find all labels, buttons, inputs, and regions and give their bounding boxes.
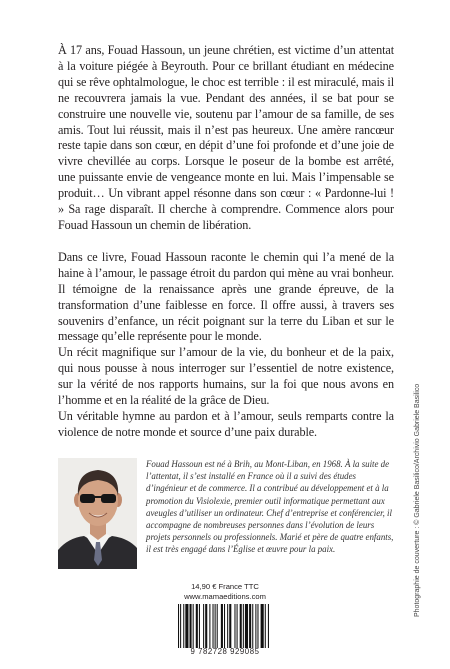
barcode-bar (224, 604, 225, 648)
publisher-website: www.mamaeditions.com (184, 592, 266, 601)
barcode-bar (203, 604, 204, 648)
barcode-bar (243, 604, 244, 648)
author-portrait-image (58, 458, 137, 569)
isbn-number: 9 782728 929085 (190, 647, 260, 656)
author-photo (58, 458, 137, 569)
barcode-bar (180, 604, 181, 648)
barcode-bar (178, 604, 179, 648)
barcode-bar (190, 604, 192, 648)
barcode-bar (183, 604, 184, 648)
barcode-bar (205, 604, 207, 648)
photo-credit: Photographie de couverture : © Gabriele Basilico/Archivio Gabriele Basilico (414, 383, 421, 617)
barcode-bar (229, 604, 231, 648)
barcode-bar (249, 604, 251, 648)
barcode-bar (245, 604, 248, 648)
synopsis-paragraph-2: Dans ce livre, Fouad Hassoun raconte le chemin qui l’a mené de la haine à l’amour, le passage étroit du pardon qui mène au vrai bonheur. Il témoigne de la renaissance après une grande épreuve, de la transformation d’une faiblesse en force. Il offre aussi, à travers ses souvenirs d’enfance, un récit poignant sur la terre du Liban et sur le message qu’elle représente pour le monde. (58, 249, 394, 344)
barcode-bar (255, 604, 256, 648)
barcode-bar (196, 604, 198, 648)
barcode-bar (257, 604, 258, 648)
barcode-bar (209, 604, 210, 648)
synopsis-paragraph-4: Un véritable hymne au pardon et à l’amour, seuls remparts contre la violence de notre monde et source d’une paix durable. (58, 408, 394, 439)
barcode-bar (240, 604, 242, 648)
barcode-bar (237, 604, 238, 648)
price-block (0, 582, 450, 602)
synopsis-paragraph-1: À 17 ans, Fouad Hassoun, un jeune chrétien, est victime d’un attentat à la voiture piégée à Beyrouth. Pour ce brillant étudiant en médecine qui se rêve ophtalmologue, le choc est terrible : il est miraculé, mais il ne recouvrera jamais la vue. Pendant des années, il se bat pour se construire une nouvelle vie, soutenu par l’amour de sa famille, de ses amis. Tout lui réussit, mais il n’est pas heureux. Une amère rancœur reste tapie dans son cœur, en dépit d’une foi profonde et d’une joie de vivre chevillée au corps. Lorsque le poseur de la bombe est arrêté, une puissante envie de vengeance monte en lui. Mais l’impensable se produit… Un vibrant appel résonne dans son cœur : « Pardonne-lui ! » Sa rage disparaît. Il cherche à comprendre. Commence alors pour Fouad Hassoun un chemin de libération. (58, 43, 394, 232)
barcode-bar (265, 604, 266, 648)
barcode-bar (268, 604, 269, 648)
author-biography: Fouad Hassoun est né à Brih, au Mont-Liban, en 1968. À la suite de l’attentat, il s’est installé en France où il a suivi des études d’ingénieur et de commerce. Il a contribué au développement et à la promotion du Visiolexie, premier outil informatique permettant aux aveugles d’utiliser un ordinateur. Chef d’entreprise et conférencier, il accompagne de nombreuses personnes dans l’évolution de leurs projets personnels ou professionnels. Marié et père de quatre enfants, il est très engagé dans l’Église et œuvre pour la paix. (146, 459, 394, 555)
barcode-bar (215, 604, 216, 648)
barcode-bar (185, 604, 188, 648)
barcode-bar (261, 604, 264, 648)
barcode-bar (252, 604, 253, 648)
synopsis-paragraph-3: Un récit magnifique sur l’amour de la vie, du bonheur et de la paix, qui nous pousse à nous interroger sur l’essentiel de notre existence, sur la vérité de nos rapports humains, sur la foi que nous avons en l’homme et en la réalité de la grâce de Dieu. (58, 345, 394, 408)
barcode-bar (227, 604, 228, 648)
barcode-bar (234, 604, 235, 648)
barcode-bar (193, 604, 194, 648)
isbn-barcode (178, 604, 270, 648)
barcode-bar (199, 604, 200, 648)
barcode-bar (213, 604, 214, 648)
barcode-bar (217, 604, 218, 648)
price-text: 14,90 € France TTC (191, 582, 259, 591)
barcode-bar (221, 604, 223, 648)
synopsis (58, 43, 394, 441)
